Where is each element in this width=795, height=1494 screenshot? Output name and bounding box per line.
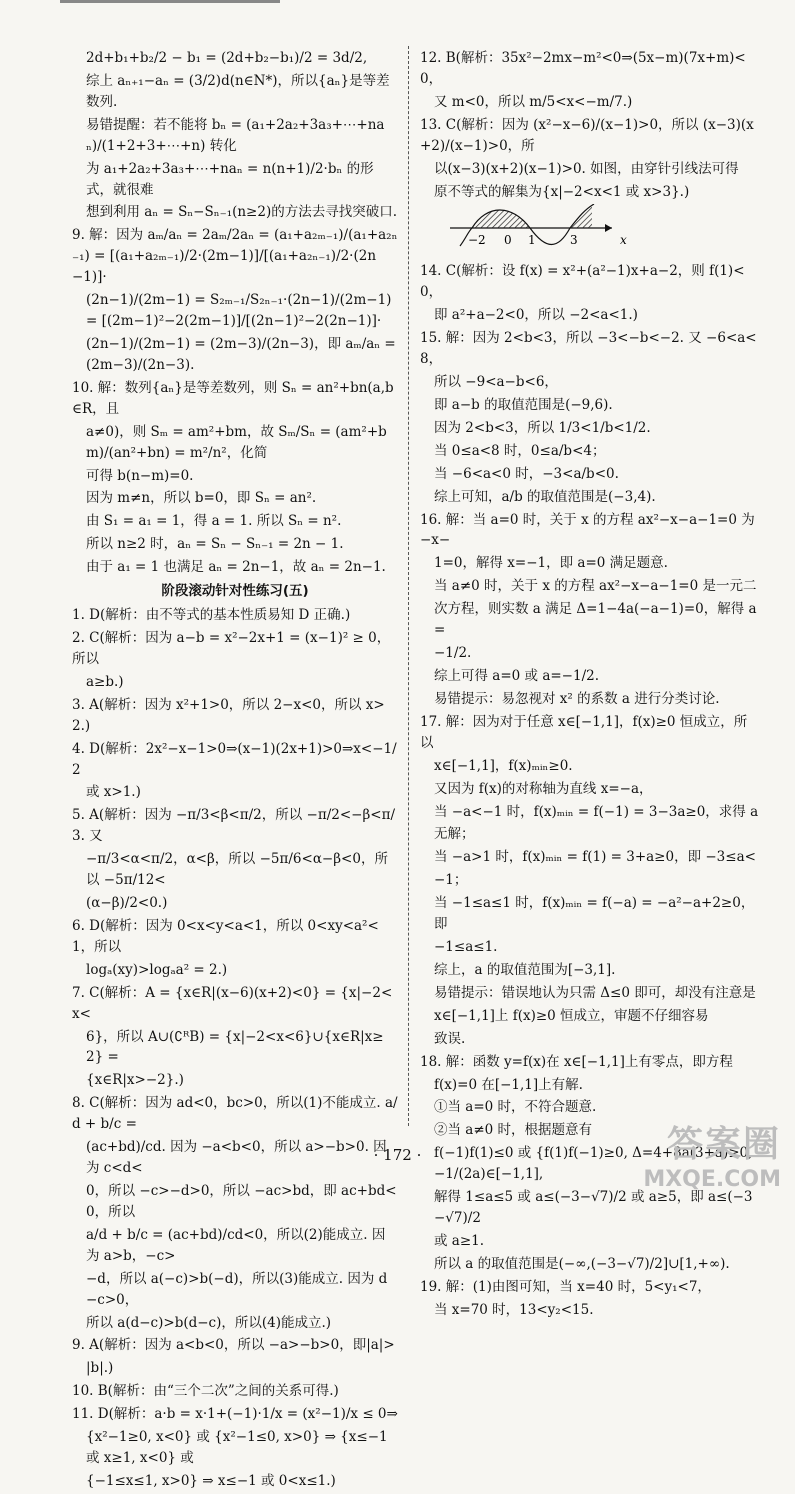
text-line: 当 −a>1 时，f(x)ₘᵢₙ = f(1) = 3+a≥0，即 −3≤a< xyxy=(434,849,756,866)
text-line: 无解； xyxy=(434,826,475,843)
text-line: 6. D(解析：因为 0<x<y<a<1，所以 0<xy<a²<1，所以 xyxy=(72,917,379,955)
text-line: 4. D(解析：2x²−x−1>0⇒(x−1)(2x+1)>0⇒x<−1/2 xyxy=(72,740,397,778)
text-line: {x²−1≥0, x<0} 或 {x²−1≤0, x>0} ⇒ {x≤−1 或 x≥1, x<0} 或 xyxy=(86,1429,388,1467)
text-line: 即 a²+a−2<0，所以 −2<a<1.) xyxy=(434,307,638,324)
text-line: 10. B(解析：由“三个二次”之间的关系可得.) xyxy=(72,1383,339,1400)
text-line: 1. D(解析：由不等式的基本性质易知 D 正确.) xyxy=(72,607,351,624)
text-line: 又 m<0，所以 m/5<x<−m/7.) xyxy=(434,93,633,110)
text-line: 17. 解：因为对于任意 x∈[−1,1]，f(x)≥0 恒成立，所以 xyxy=(420,713,748,751)
text-line: 1=0，解得 x=−1，即 a=0 满足题意. xyxy=(434,555,668,572)
text-line: 又因为 f(x)的对称轴为直线 x=−a， xyxy=(434,780,653,797)
section-heading: 阶段滚动针对性练习(五) xyxy=(161,583,309,600)
text-line: (ac+bd)/cd. 因为 −a<b<0，所以 a>−b>0. 因为 c<d< xyxy=(86,1139,387,1177)
text-line: 因为 2<b<3，所以 1/3<1/b<1/2. xyxy=(434,419,651,436)
text-line: 或 a≥1. xyxy=(434,1233,485,1250)
text-line: 13. C(解析：因为 (x²−x−6)/(x−1)>0，所以 (x−3)(x+2)/(x−1)>0，所 xyxy=(420,116,754,154)
graph-label: 3 xyxy=(570,233,578,248)
column-divider xyxy=(408,46,409,1126)
sign-chart-graph xyxy=(442,204,760,257)
graph-label: 0 xyxy=(504,233,512,248)
text-line: 综上 aₙ₊₁−aₙ = (3/2)d(n∈N*)，所以{aₙ}是等差数列. xyxy=(86,72,390,110)
text-line: 8. C(解析：因为 ad<0，bc>0，所以(1)不能成立. a/d + b/c = xyxy=(72,1095,398,1133)
text-line: 9. 解：因为 aₘ/aₙ = 2aₘ/2aₙ = (a₁+a₂ₘ₋₁)/(a₁+a₂ₙ₋₁) = [(a₁+a₂ₘ₋₁)/2·(2m−1)]/[(a₁+a₂ₙ₋₁)/2·(2n−1)]· xyxy=(72,227,398,286)
text-line: 综上可得 a=0 或 a=−1/2. xyxy=(434,667,600,684)
text-line: −1； xyxy=(434,872,468,889)
text-line: 0，所以 −c>−d>0，所以 −ac>bd，即 ac+bd<0，所以 xyxy=(86,1183,397,1220)
text-line: 所以 a(d−c)>b(d−c)，所以(4)能成立.) xyxy=(86,1314,332,1331)
text-line: 16. 解：当 a=0 时，关于 x 的方程 ax²−x−a−1=0 为 −x− xyxy=(420,511,755,549)
watermark-url: MXQE.COM xyxy=(643,1167,781,1192)
text-line: 想到利用 aₙ = Sₙ−Sₙ₋₁(n≥2)的方法去寻找突破口. xyxy=(86,204,398,221)
text-line: 12. B(解析：35x²−2mx−m²<0⇒(5x−m)(7x+m)<0， xyxy=(420,50,746,87)
graph-label: x xyxy=(620,233,627,248)
text-line: 7. C(解析：A = {x∈R|(x−6)(x+2)<0} = {x|−2<x< xyxy=(72,984,393,1022)
text-line: ①当 a=0 时，不符合题意. xyxy=(434,1099,597,1116)
left-column xyxy=(72,48,398,1494)
text-line: {x∈R|x>−2}.) xyxy=(86,1072,184,1089)
text-line: f(x)=0 在[−1,1]上有解. xyxy=(434,1076,583,1093)
text-line: 解得 1≤a≤5 或 a≤(−3−√7)/2 或 a≥5，即 a≤(−3−√7)/2 xyxy=(434,1189,753,1227)
graph-label: 1 xyxy=(528,233,536,248)
text-line: 当 a≠0 时，关于 x 的方程 ax²−x−a−1=0 是一元二 xyxy=(434,578,757,595)
text-line: 10. 解：数列{aₙ}是等差数列，则 Sₙ = an²+bn(a,b∈R，且 xyxy=(72,379,394,417)
text-line: 18. 解：函数 y=f(x)在 x∈[−1,1]上有零点，即方程 xyxy=(420,1053,733,1070)
text-line: 5. A(解析：因为 −π/3<β<π/2，所以 −π/2<−β<π/3. 又 xyxy=(72,807,396,845)
text-line: 当 x=70 时，13<y₂<15. xyxy=(434,1301,594,1318)
watermark xyxy=(643,1116,781,1192)
text-line: 所以 a 的取值范围是(−∞,(−3−√7)/2]∪[1,+∞). xyxy=(434,1255,730,1272)
text-line: −π/3<α<π/2，α<β，所以 −5π/6<α−β<0，所以 −5π/12< xyxy=(86,851,388,889)
text-line: |b|.) xyxy=(86,1360,114,1377)
axis-arrow-icon xyxy=(605,224,612,232)
text-line: (α−β)/2<0.) xyxy=(86,895,168,912)
text-line: 致误. xyxy=(434,1030,466,1047)
text-line: 15. 解：因为 2<b<3，所以 −3<−b<−2. 又 −6<a<8， xyxy=(420,330,757,368)
text-line: 9. A(解析：因为 a<b<0，所以 −a>−b>0，即|a|> xyxy=(72,1337,395,1354)
text-line: 当 −1≤a≤1 时，f(x)ₘᵢₙ = f(−a) = −a²−a+2≥0，即 xyxy=(434,895,755,933)
text-line: x∈[−1,1]上 f(x)≥0 恒成立，审题不仔细容易 xyxy=(434,1007,709,1024)
text-line: 当 0≤a<8 时，0≤a/b<4； xyxy=(434,442,606,459)
text-line: 或 x>1.) xyxy=(86,784,141,801)
text-line: 所以 n≥2 时，aₙ = Sₙ − Sₙ₋₁ = 2n − 1. xyxy=(86,536,344,553)
text-line: 易错提醒：若不能将 bₙ = (a₁+2a₂+3a₃+⋯+naₙ)/(1+2+3+⋯+n) 转化 xyxy=(86,116,385,154)
text-line: ②当 a≠0 时，根据题意有 xyxy=(434,1122,593,1139)
text-line: 当 −a<−1 时，f(x)ₘᵢₙ = f(−1) = 3−3a≥0，求得 a xyxy=(434,803,759,820)
text-line: 以(x−3)(x+2)(x−1)>0. 如图，由穿针引线法可得 xyxy=(434,160,739,177)
graph-label: −2 xyxy=(468,233,486,248)
text-line: {−1≤x≤1, x>0} ⇒ x≤−1 或 0<x≤1.) xyxy=(86,1473,336,1489)
page-number: · 172 · xyxy=(373,1146,422,1164)
text-line: 可得 b(n−m)=0. xyxy=(86,467,194,484)
text-line: −d，所以 a(−c)>b(−d)，所以(3)能成立. 因为 d−c>0， xyxy=(86,1270,388,1308)
text-line: 为 a₁+2a₂+3a₃+⋯+naₙ = n(n+1)/2·bₙ 的形式，就很难 xyxy=(86,160,374,198)
text-line: 即 a−b 的取值范围是(−9,6). xyxy=(434,396,613,413)
text-line: 19. 解：(1)由图可知，当 x=40 时，5<y₁<7， xyxy=(420,1278,711,1295)
text-line: (2n−1)/(2m−1) = (2m−3)/(2n−3)，即 aₘ/aₙ = (2m−3)/(2n−3). xyxy=(86,335,396,373)
text-line: a/d + b/c = (ac+bd)/cd<0，所以(2)能成立. 因为 a>b，−c> xyxy=(86,1226,386,1264)
watermark-title: 答案圈 xyxy=(666,1124,781,1165)
text-line: 易错提示：易忽视对 x² 的系数 a 进行分类讨论. xyxy=(434,690,720,707)
text-line: 易错提示：错误地认为只需 Δ≤0 即可，却没有注意是 xyxy=(434,984,756,1001)
text-line: a≥b.) xyxy=(86,673,124,690)
text-line: 6}，所以 A∪(∁ᴿB) = {x|−2<x<6}∪{x∈R|x≥2} = xyxy=(86,1028,384,1066)
text-line: 综上，a 的取值范围为[−3,1]. xyxy=(434,961,616,978)
text-line: −1≤a≤1. xyxy=(434,939,498,956)
text-line: 14. C(解析：设 f(x) = x²+(a²−1)x+a−2，则 f(1)<0， xyxy=(420,263,745,301)
text-line: 11. D(解析：a·b = x·1+(−1)·1/x = (x²−1)/x ≤ 0⇒ xyxy=(72,1406,398,1423)
text-line: a≠0)，则 Sₘ = am²+bm，故 Sₘ/Sₙ = (am²+bm)/(an²+bn) = m²/n²，化简 xyxy=(86,423,387,461)
text-line: 3. A(解析：因为 x²+1>0，所以 2−x<0，所以 x>2.) xyxy=(72,696,385,734)
text-line: 由于 a₁ = 1 也满足 aₙ = 2n−1，故 aₙ = 2n−1. xyxy=(86,559,386,576)
text-line: 综上可知，a/b 的取值范围是(−3,4). xyxy=(434,488,656,505)
top-rule xyxy=(60,0,280,3)
text-line: logₐ(xy)>logₐa² = 2.) xyxy=(86,961,228,978)
text-line: x∈[−1,1]，f(x)ₘᵢₙ≥0. xyxy=(434,757,573,774)
text-line: 次方程，则实数 a 满足 Δ=1−4a(−a−1)=0，解得 a= xyxy=(434,601,757,639)
text-line: 原不等式的解集为{x|−2<x<1 或 x>3}.) xyxy=(434,183,690,200)
text-line: −1/2. xyxy=(434,645,472,662)
text-line: 当 −6<a<0 时，−3<a/b<0. xyxy=(434,465,619,482)
text-line: f(−1)f(1)≤0 或 {f(1)f(−1)≥0, Δ=4+8a(3+a)≥0, −1/(2a)∈[−1,1], xyxy=(434,1145,753,1183)
sign-chart-svg xyxy=(442,204,642,250)
text-line: (2n−1)/(2m−1) = S₂ₘ₋₁/S₂ₙ₋₁·(2n−1)/(2m−1) = [(2m−1)²−2(2m−1)]/[(2n−1)²−2(2n−1)]· xyxy=(86,292,392,330)
text-line: 因为 m≠n，所以 b=0，即 Sₙ = an². xyxy=(86,490,317,507)
text-line: 由 S₁ = a₁ = 1，得 a = 1. 所以 Sₙ = n². xyxy=(86,513,342,530)
text-line: 所以 −9<a−b<6， xyxy=(434,373,558,390)
text-line: 2d+b₁+b₂/2 − b₁ = (2d+b₂−b₁)/2 = 3d/2, xyxy=(86,50,368,66)
text-line: 2. C(解析：因为 a−b = x²−2x+1 = (x−1)² ≥ 0，所以 xyxy=(72,629,391,667)
